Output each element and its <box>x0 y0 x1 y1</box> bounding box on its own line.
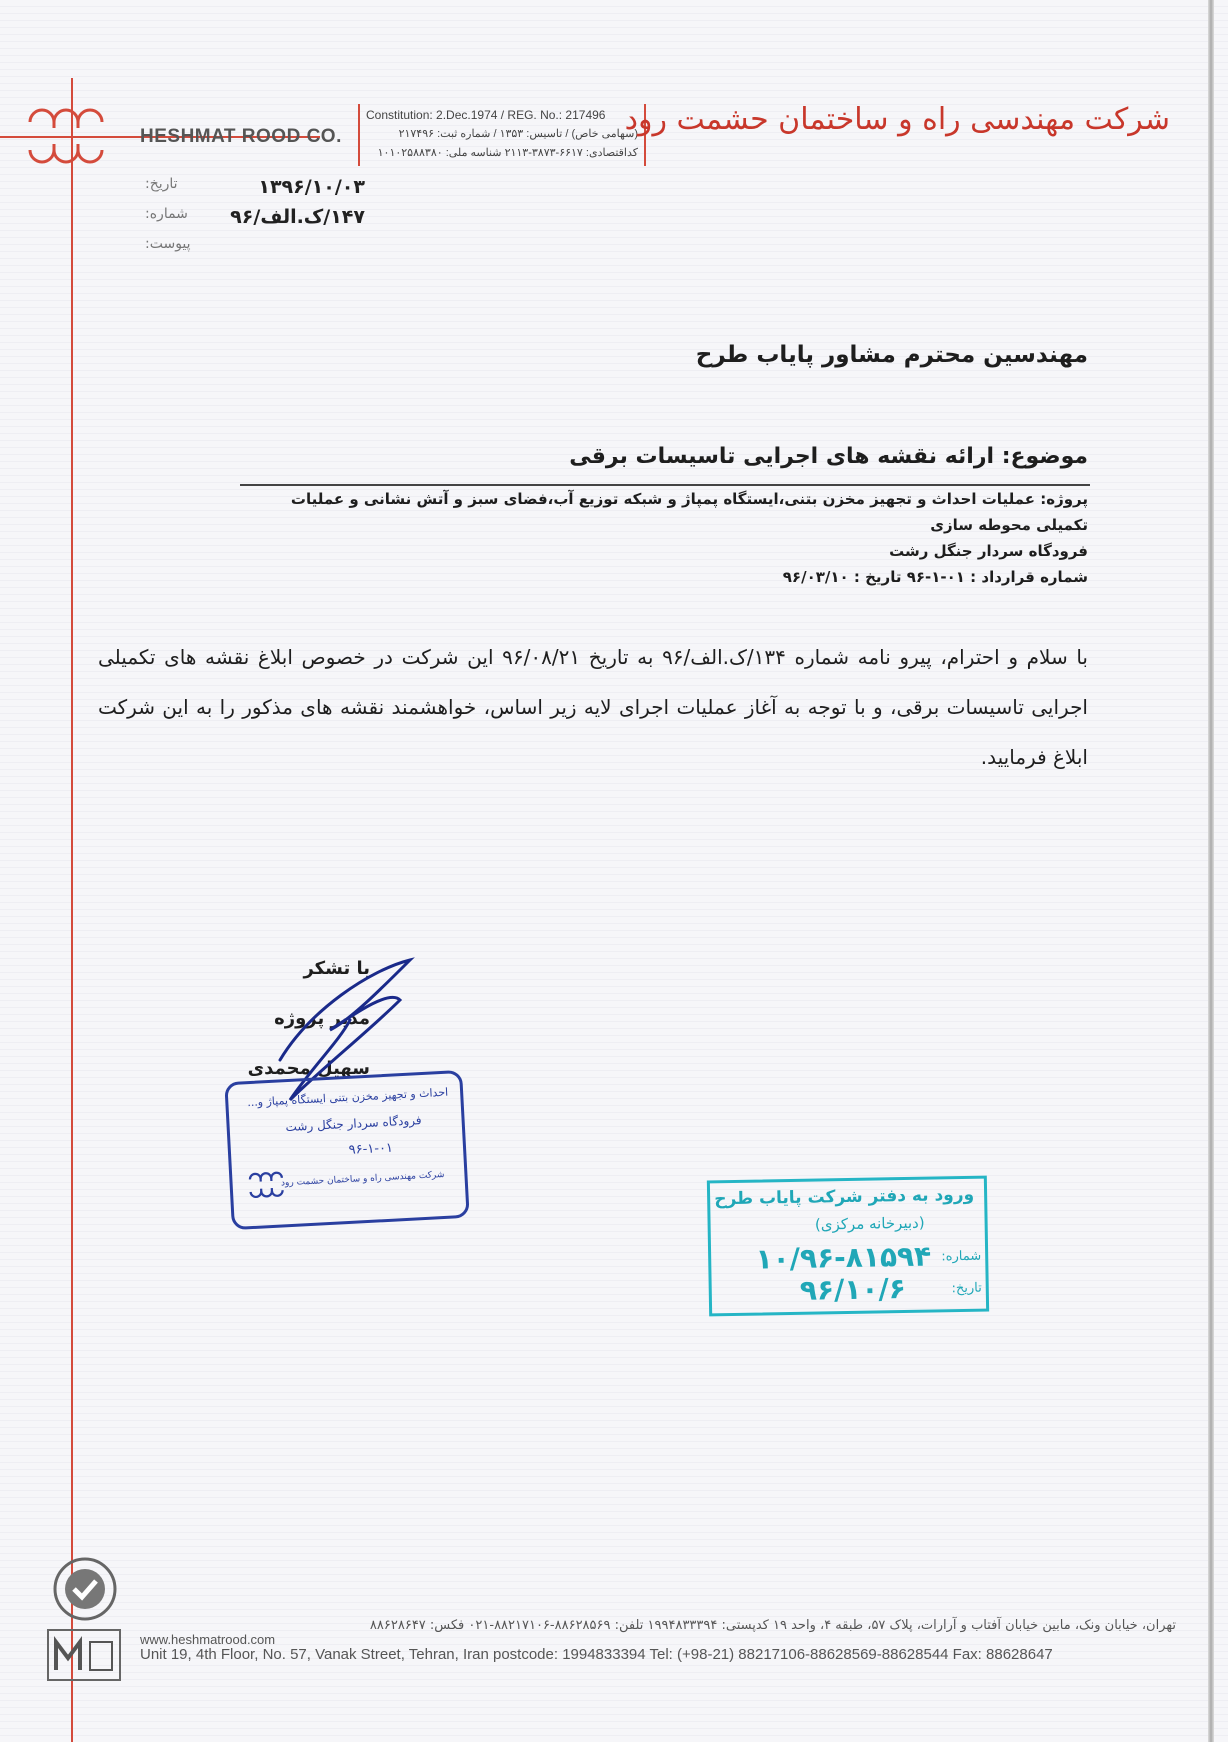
sgs-certification-icon <box>52 1556 118 1622</box>
subject: موضوع: ارائه نقشه های اجرایی تاسیسات برقی <box>569 444 1088 469</box>
letter-meta <box>145 176 365 266</box>
letter-body: با سلام و احترام، پیرو نامه شماره ۱۳۴/ک.الف/۹۶ به تاریخ ۹۶/۰۸/۲۱ این شرکت در خصوص ابلاغ نقشه های تکمیلی اجرایی تاسیسات برقی، و با توجه به آغاز عملیات اجرای لایه زیر اساس، خواهشمند نقشه های مذکور را به این شرکت ابلاغ فرمایید. <box>98 645 1088 769</box>
number-value: ۱۴۷/ک.الف/۹۶ <box>230 206 365 228</box>
footer-website[interactable]: www.heshmatrood.com <box>140 1632 276 1647</box>
economic-code: کداقتصادی: ۶۶۱۷-۳۸۷۳-۲۱۱۳ شناسه ملی: ۱۰۱۰۲۵۸۸۳۸۰ <box>377 147 638 159</box>
date-label: تاریخ: <box>145 176 178 192</box>
received-date-label: تاریخ: <box>951 1280 982 1297</box>
stamp-line-1: احداث و تجهیز مخزن بتنی ایستگاه پمپاژ و... <box>246 1085 449 1110</box>
received-number-label: شماره: <box>941 1248 982 1265</box>
received-date-value: ۹۶/۱۰/۶ <box>799 1272 907 1307</box>
footer-address-en: Unit 19, 4th Floor, No. 57, Vanak Street, Tehran, Iran postcode: 1994833394 Tel: (+98-21) 88217106-88628569-88628544 Fax: 88628647 <box>140 1646 1053 1663</box>
scan-edge <box>1208 0 1214 1742</box>
registration-text: Constitution: 2.Dec.1974 / REG. No.: 217496 <box>366 108 606 122</box>
signer-name: سهیل محمدی <box>247 1058 370 1079</box>
signer-role: مدیر پروژه <box>274 1008 370 1029</box>
salutation: مهندسین محترم مشاور پایاب طرح <box>695 342 1088 368</box>
project-line-2: فرودگاه سردار جنگل رشت <box>889 542 1088 560</box>
registration-text-fa: (سهامی خاص) / تاسیس: ۱۳۵۳ / شماره ثبت: ۲۱۷۴۹۶ <box>398 128 638 140</box>
contract-line: شماره قرارداد : ۰۱-۱-۹۶ تاریخ : ۹۶/۰۳/۱۰ <box>782 568 1088 586</box>
received-stamp-subtitle: (دبیرخانه مرکزی) <box>814 1213 925 1234</box>
footer-address-fa: تهران، خیابان ونک، مابین خیابان آفتاب و آرارات، پلاک ۵۷، طبقه ۴، واحد ۱۹ کدپستی: ۱۹۹۴۸۳۳۳۹۴ تلفن: ۸۸۶۲۸۵۶۹-۸۸۲۱۷۱۰۶-۰۲۱ فکس: ۸۸۶۲۸۶۴۷ <box>369 1618 1176 1633</box>
stamp-logo-icon <box>246 1164 288 1206</box>
stamp-line-3: ۹۶-۱-۰۱ <box>348 1140 394 1158</box>
attachment-label: پیوست: <box>145 236 191 252</box>
moody-certification-icon <box>46 1628 122 1682</box>
closing-thanks: با تشکر <box>303 958 370 979</box>
number-label: شماره: <box>145 206 188 222</box>
company-name-en: HESHMAT ROOD CO. <box>140 126 342 147</box>
project-line-1: پروژه: عملیات احداث و تجهیز مخزن بتنی،ایستگاه پمپاژ و شبکه توزیع آب،فضای سبز و آتش نشانی و عملیات تکمیلی محوطه سازی <box>290 490 1088 534</box>
company-name-fa: شرکت مهندسی راه و ساختمان حشمت رود <box>624 102 1170 137</box>
company-stamp <box>224 1070 469 1230</box>
received-number-value: ۱۰/۹۶-۸۱۵۹۴ <box>755 1239 932 1276</box>
stamp-line-4: شرکت مهندسی راه و ساختمان حشمت رود <box>280 1169 445 1189</box>
stamp-line-2: فرودگاه سردار جنگل رشت <box>285 1113 422 1135</box>
received-stamp <box>707 1176 989 1317</box>
company-logo-icon <box>22 92 112 182</box>
margin-line <box>71 78 73 1742</box>
project-info <box>238 486 1088 590</box>
received-stamp-title: ورود به دفتر شرکت پایاب طرح <box>714 1184 975 1210</box>
registration-box <box>358 104 646 166</box>
date-value: ۱۳۹۶/۱۰/۰۳ <box>258 176 365 198</box>
